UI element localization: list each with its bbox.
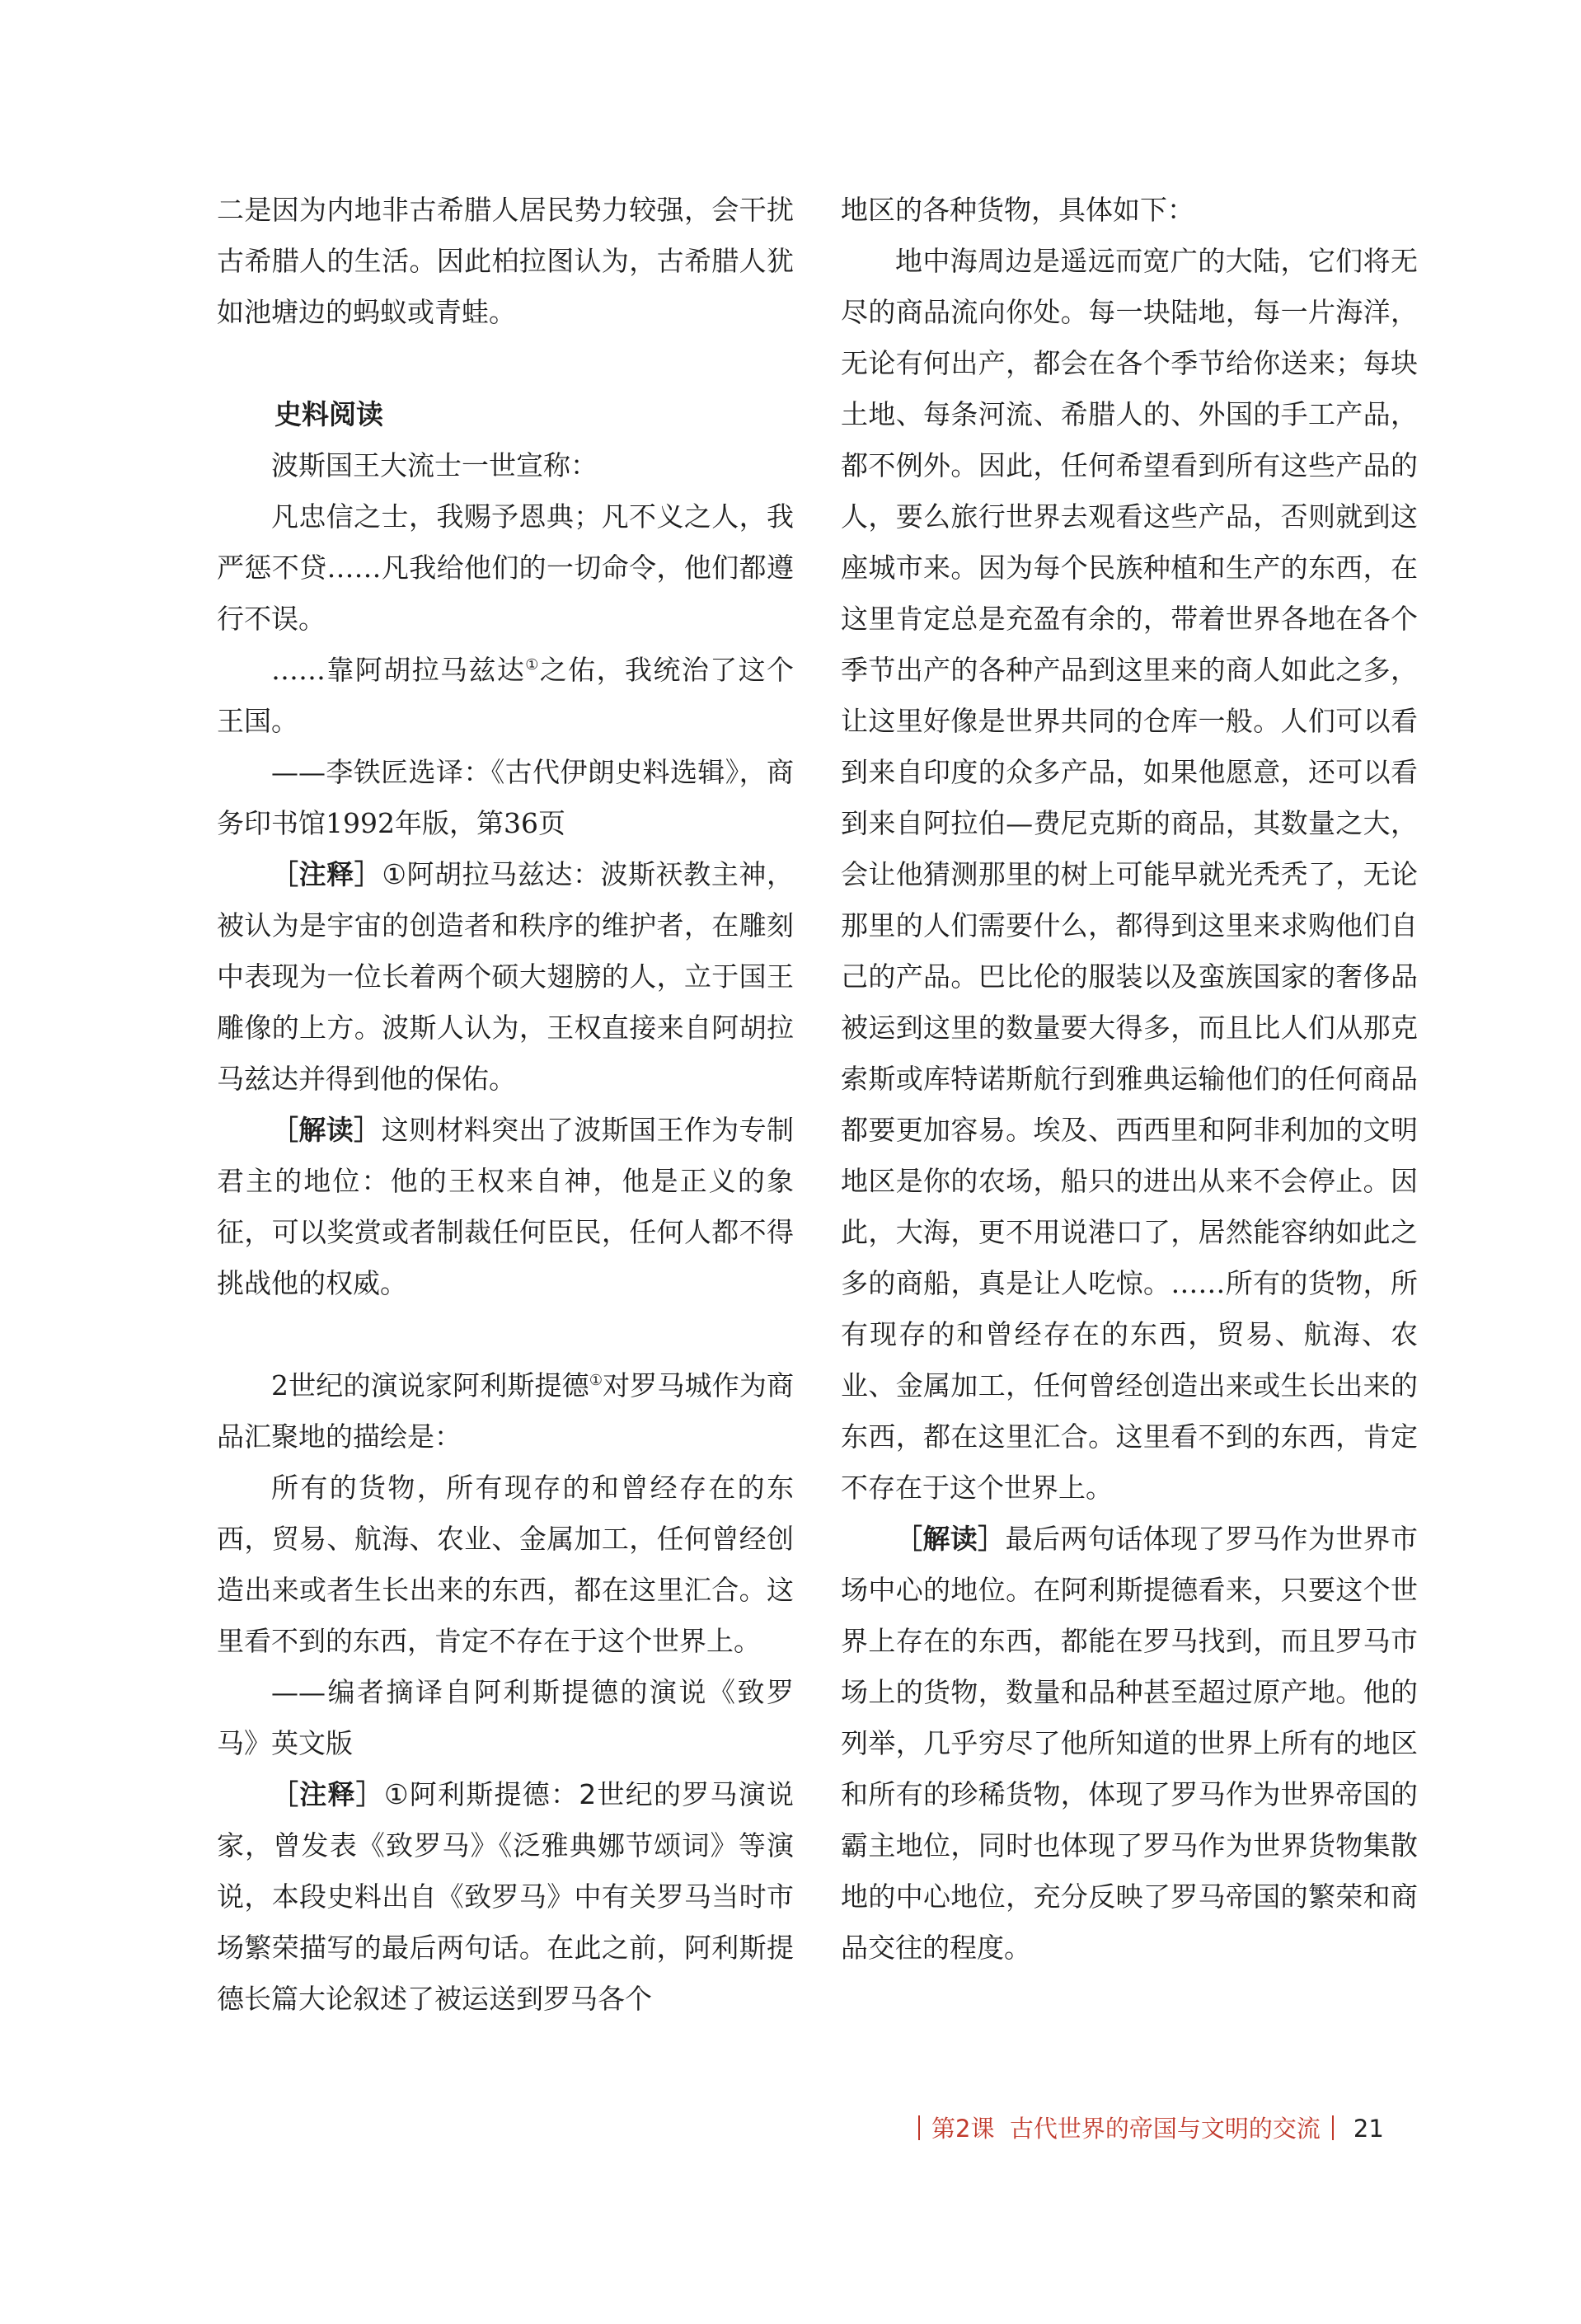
footer-lesson: 第2课 bbox=[931, 2115, 995, 2143]
source2-quote: 所有的货物，所有现存的和曾经存在的东西，贸易、航海、农业、金属加工，任何曾经创造出来或者生长出来的东西，都在这里汇合。这里看不到的东西，肯定不存在于这个世界上。 bbox=[217, 1472, 794, 1657]
footer-divider-left bbox=[918, 2115, 920, 2140]
interpretation2-tag: ［解读］ bbox=[895, 1523, 1006, 1555]
note2-tag: ［注释］ bbox=[271, 1778, 384, 1810]
interpretation1-text: 这则材料突出了波斯国王作为专制君主的地位：他的王权来自神，他是正义的象征，可以奖赏或者制裁任何臣民，任何人都不得挑战他的权威。 bbox=[217, 1114, 795, 1299]
source2-citation: ——编者摘译自阿利斯提德的演说《致罗马》英文版 bbox=[217, 1676, 794, 1759]
note1-text: ①阿胡拉马兹达：波斯祆教主神，被认为是宇宙的创造者和秩序的维护者，在雕刻中表现为一位长着两个硕大翅膀的人，立于国王雕像的上方。波斯人认为，王权直接来自阿胡拉马兹达并得到他的保佑。 bbox=[217, 858, 794, 1095]
interpretation2-text: 最后两句话体现了罗马作为世界市场中心的地位。在阿利斯提德看来，只要这个世界上存在的东西，都能在罗马找到，而且罗马市场上的货物，数量和品种甚至超过原产地。他的列举，几乎穷尽了他所知道的世界上所有的地区和所有的珍稀货物，体现了罗马作为世界帝国的霸主地位，同时也体现了罗马作为世界货物集散地的中心地位，充分反映了罗马帝国的繁荣和商品交往的程度。 bbox=[841, 1523, 1419, 1964]
note2 bbox=[217, 1769, 794, 2025]
page-number: 21 bbox=[1353, 2115, 1384, 2143]
page-footer bbox=[907, 2110, 1418, 2152]
footer-divider-right bbox=[1332, 2115, 1334, 2140]
source1-citation: ——李铁匠选译：《古代伊朗史料选辑》，商务印书馆1992年版，第36页 bbox=[217, 756, 794, 839]
note2-text: ①阿利斯提德：2世纪的罗马演说家，曾发表《致罗马》《泛雅典娜节颂词》等演说，本段史料出自《致罗马》中有关罗马当时市场繁荣描写的最后两句话。在此之前，阿利斯提德长篇大论叙述了被运送到罗马各个 bbox=[217, 1778, 794, 2015]
right-quote: 地中海周边是遥远而宽广的大陆，它们将无尽的商品流向你处。每一块陆地，每一片海洋，无论有何出产，都会在各个季节给你送来；每块土地、每条河流、希腊人的、外国的手工产品，都不例外。因此，任何希望看到所有这些产品的人，要么旅行世界去观看这些产品，否则就到这座城市来。因为每个民族种植和生产的东西，在这里肯定总是充盈有余的，带着世界各地在各个季节出产的各种产品到这里来的商人如此之多，让这里好像是世界共同的仓库一般。人们可以看到来自印度的众多产品，如果他愿意，还可以看到来自阿拉伯—费尼克斯的商品，其数量之大，会让他猜测那里的树上可能早就光秃秃了，无论那里的人们需要什么，都得到这里来求购他们自己的产品。巴比伦的服装以及蛮族国家的奢侈品被运到这里的数量要大得多，而且比人们从那克索斯或库特诺斯航行到雅典运输他们的任何商品都要更加容易。埃及、西西里和阿非利加的文明地区是你的农场，船只的进出从来不会停止。因此，大海，更不用说港口了，居然能容纳如此之多的商船，真是让人吃惊。……所有的货物，所有现存的和曾经存在的东西，贸易、航海、农业、金属加工，任何曾经创造出来或生长出来的东西，都在这里汇合。这里看不到的东西，肯定不存在于这个世界上。 bbox=[841, 245, 1418, 1504]
footer-title: 古代世界的帝国与文明的交流 bbox=[1009, 2115, 1321, 2143]
left-column bbox=[217, 185, 794, 2025]
source2-intro-a: 2世纪的演说家阿利斯提德 bbox=[271, 1369, 589, 1401]
source1-intro: 波斯国王大流士一世宣称： bbox=[271, 449, 598, 481]
right-column bbox=[841, 185, 1418, 1974]
footnote-marker-1: ① bbox=[525, 656, 540, 674]
interpretation1 bbox=[217, 1105, 794, 1309]
source1-quote-2a: ……靠阿胡拉马兹达 bbox=[271, 654, 526, 686]
source2-intro bbox=[217, 1360, 794, 1462]
source1-quote-2b: 之佑，我统治了这个王国。 bbox=[217, 654, 795, 737]
source2-intro-b: 对罗马城作为商品汇聚地的描绘是： bbox=[217, 1369, 795, 1453]
interpretation1-tag: ［解读］ bbox=[271, 1114, 382, 1146]
note1 bbox=[217, 849, 794, 1105]
source1-quote-2 bbox=[217, 645, 794, 747]
section-title: 史料阅读 bbox=[274, 398, 383, 430]
right-paragraph-1: 地区的各种货物，具体如下： bbox=[841, 194, 1194, 226]
source1-quote-1: 凡忠信之士，我赐予恩典；凡不义之人，我严惩不贷……凡我给他们的一切命令，他们都遵行不误。 bbox=[217, 500, 794, 635]
note1-tag: ［注释］ bbox=[271, 858, 382, 890]
footnote-marker-2: ① bbox=[589, 1372, 603, 1389]
left-paragraph-1: 二是因为内地非古希腊人居民势力较强，会干扰古希腊人的生活。因此柏拉图认为，古希腊人犹如池塘边的蚂蚁或青蛙。 bbox=[217, 194, 794, 328]
interpretation2 bbox=[841, 1514, 1418, 1974]
